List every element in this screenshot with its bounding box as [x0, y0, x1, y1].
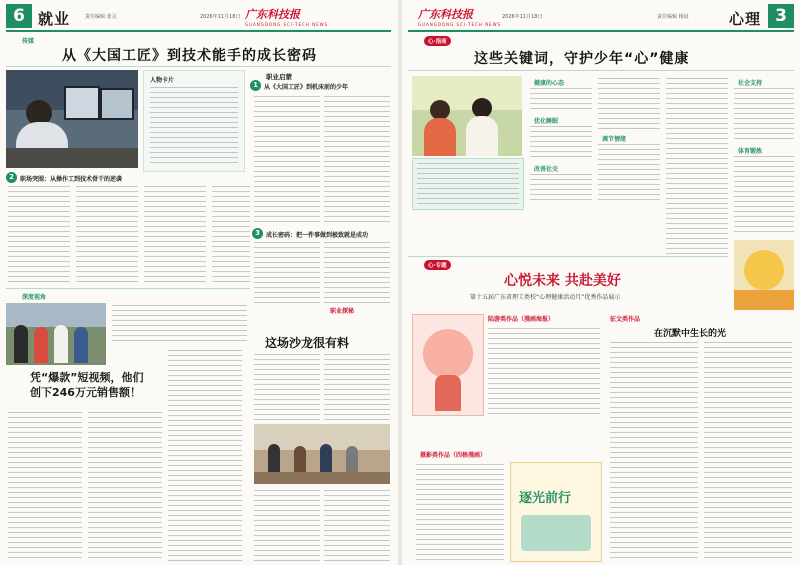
column-text-i: [8, 412, 82, 562]
tip-1-text: [530, 88, 592, 112]
subhead-right-2: 第十五届广东省理工类校“心理健康活动月”优秀作品展示: [470, 294, 621, 301]
column-text-g: [254, 242, 320, 304]
headline-right: 这些关键词，守护少年“心”健康: [474, 51, 690, 67]
column-text-b: [324, 96, 390, 224]
tip-3-text: [530, 174, 592, 204]
pro-header: [248, 70, 391, 90]
editor-meta: 责任编辑 张灵: [85, 14, 117, 20]
issue-date: 2026年11月18日: [200, 14, 241, 20]
profile-title: 人物卡片: [150, 77, 175, 84]
badge-3: 3: [252, 228, 263, 239]
issue-date-right: 2026年11月18日: [502, 14, 543, 20]
tip-1: 健康的心态: [534, 80, 565, 87]
column-text-m: [324, 354, 390, 420]
tips-col-2-text-a: [598, 78, 660, 130]
tip-6-text: [734, 156, 794, 236]
tip-3: 改善社交: [534, 166, 559, 173]
column-text-a: [254, 96, 320, 224]
sub-heading-1: 从《大国工匠》到机床前的少年: [264, 84, 349, 91]
column-text-e: [144, 186, 206, 286]
headline-right-2: 心悦未来 共赴美好: [504, 273, 621, 289]
tip-2-text: [530, 126, 592, 160]
column-text-c: [8, 186, 70, 286]
monitor: [64, 86, 100, 120]
brand-name-right: 广东科技报: [418, 8, 473, 21]
tip-4: 调节情绪: [602, 136, 627, 143]
profile-card: [143, 70, 245, 172]
illustration: [734, 240, 794, 310]
sub-heading-2: 职场突围：从操作工到技术骨干的逆袭: [20, 176, 123, 183]
worker-photo: [6, 70, 138, 168]
sub-heading-3: 成长密码：把一件事做到极致就是成功: [266, 232, 369, 239]
intro-box: [412, 158, 524, 210]
header-rule-right: [408, 30, 794, 32]
pro-title: 职业启蒙: [266, 73, 292, 81]
tip-6: 体育锻炼: [738, 148, 763, 155]
editor-meta-right: 责任编辑 杨晨: [657, 14, 689, 20]
column-text-l: [254, 354, 320, 420]
work-1-text: [488, 328, 600, 418]
brand-en: GUANGDONG SCI-TECH NEWS: [245, 22, 329, 27]
essay-text-a: [610, 342, 698, 560]
headline-rule: [6, 66, 391, 67]
header-rule: [6, 30, 391, 32]
headline-2: 凭“爆款”短视频，他们创下246万元销售额！: [30, 371, 144, 399]
tips-col-3: [666, 78, 728, 256]
column-text-o: [324, 490, 390, 562]
column-text-d: [76, 186, 138, 286]
work-1-title: 陆游类作品（漫画海报）: [488, 316, 555, 323]
kids-photo: [412, 76, 522, 156]
essay-title: 在沉默中生长的光: [654, 329, 727, 339]
page-number-right: 3: [768, 4, 794, 28]
divider-left: [6, 288, 250, 289]
page-number: 6: [6, 4, 32, 28]
tips-col-3-text: [666, 78, 728, 254]
tips-col-1: [530, 78, 592, 206]
tips-col-2-text-b: [598, 144, 660, 204]
section-col: 职业探秘: [330, 308, 355, 315]
column-text-k: [168, 350, 242, 562]
tag-top: 传媒: [22, 38, 35, 45]
section-title: 就业: [38, 10, 71, 28]
poster-2: [510, 462, 602, 562]
tag-mid: 深度视角: [22, 294, 47, 301]
brand-en-right: GUANGDONG SCI-TECH NEWS: [418, 22, 502, 27]
tips-col-2: [598, 78, 660, 206]
badge-1: 1: [250, 80, 261, 91]
brand-name: 广东科技报: [245, 8, 300, 21]
tag-top-right: 心·指南: [424, 36, 451, 46]
column-text-j: [88, 412, 162, 562]
column-text-f: [212, 186, 250, 286]
profile-text: [150, 87, 238, 165]
right-page: [402, 0, 800, 565]
tip-5: 社会支持: [738, 80, 763, 87]
salon-photo: [254, 424, 390, 484]
brand-logo: [245, 6, 328, 27]
headline: 从《大国工匠》到技术能手的成长密码: [62, 48, 317, 64]
left-page: [0, 0, 398, 565]
headline-rule-right: [408, 70, 794, 71]
intro-box-text: [417, 163, 519, 205]
team-photo: [6, 303, 106, 365]
work-2-title: 征文类作品: [610, 316, 641, 323]
work-3-text: [416, 464, 504, 560]
badge-2: 2: [6, 172, 17, 183]
poster-text: 逐光前行: [519, 491, 572, 506]
column-text-n: [254, 490, 320, 562]
headline-3: 这场沙龙很有料: [265, 336, 350, 350]
tips-col-4: [734, 78, 794, 238]
brand-logo-right: [418, 6, 501, 27]
divider-right: [408, 256, 728, 257]
tag-mid-right: 心·专题: [424, 260, 451, 270]
intro-text: [112, 305, 247, 345]
works-column: [412, 312, 602, 562]
tip-5-text: [734, 88, 794, 142]
tip-2: 优化睡眠: [534, 118, 559, 125]
work-3-title: 摄影类作品（四格漫画）: [420, 452, 487, 459]
poster-1: [412, 314, 484, 416]
section-title-right: 心理: [729, 10, 762, 28]
column-text-h: [324, 242, 390, 304]
essay-column: [608, 312, 794, 562]
essay-text-b: [704, 342, 792, 560]
